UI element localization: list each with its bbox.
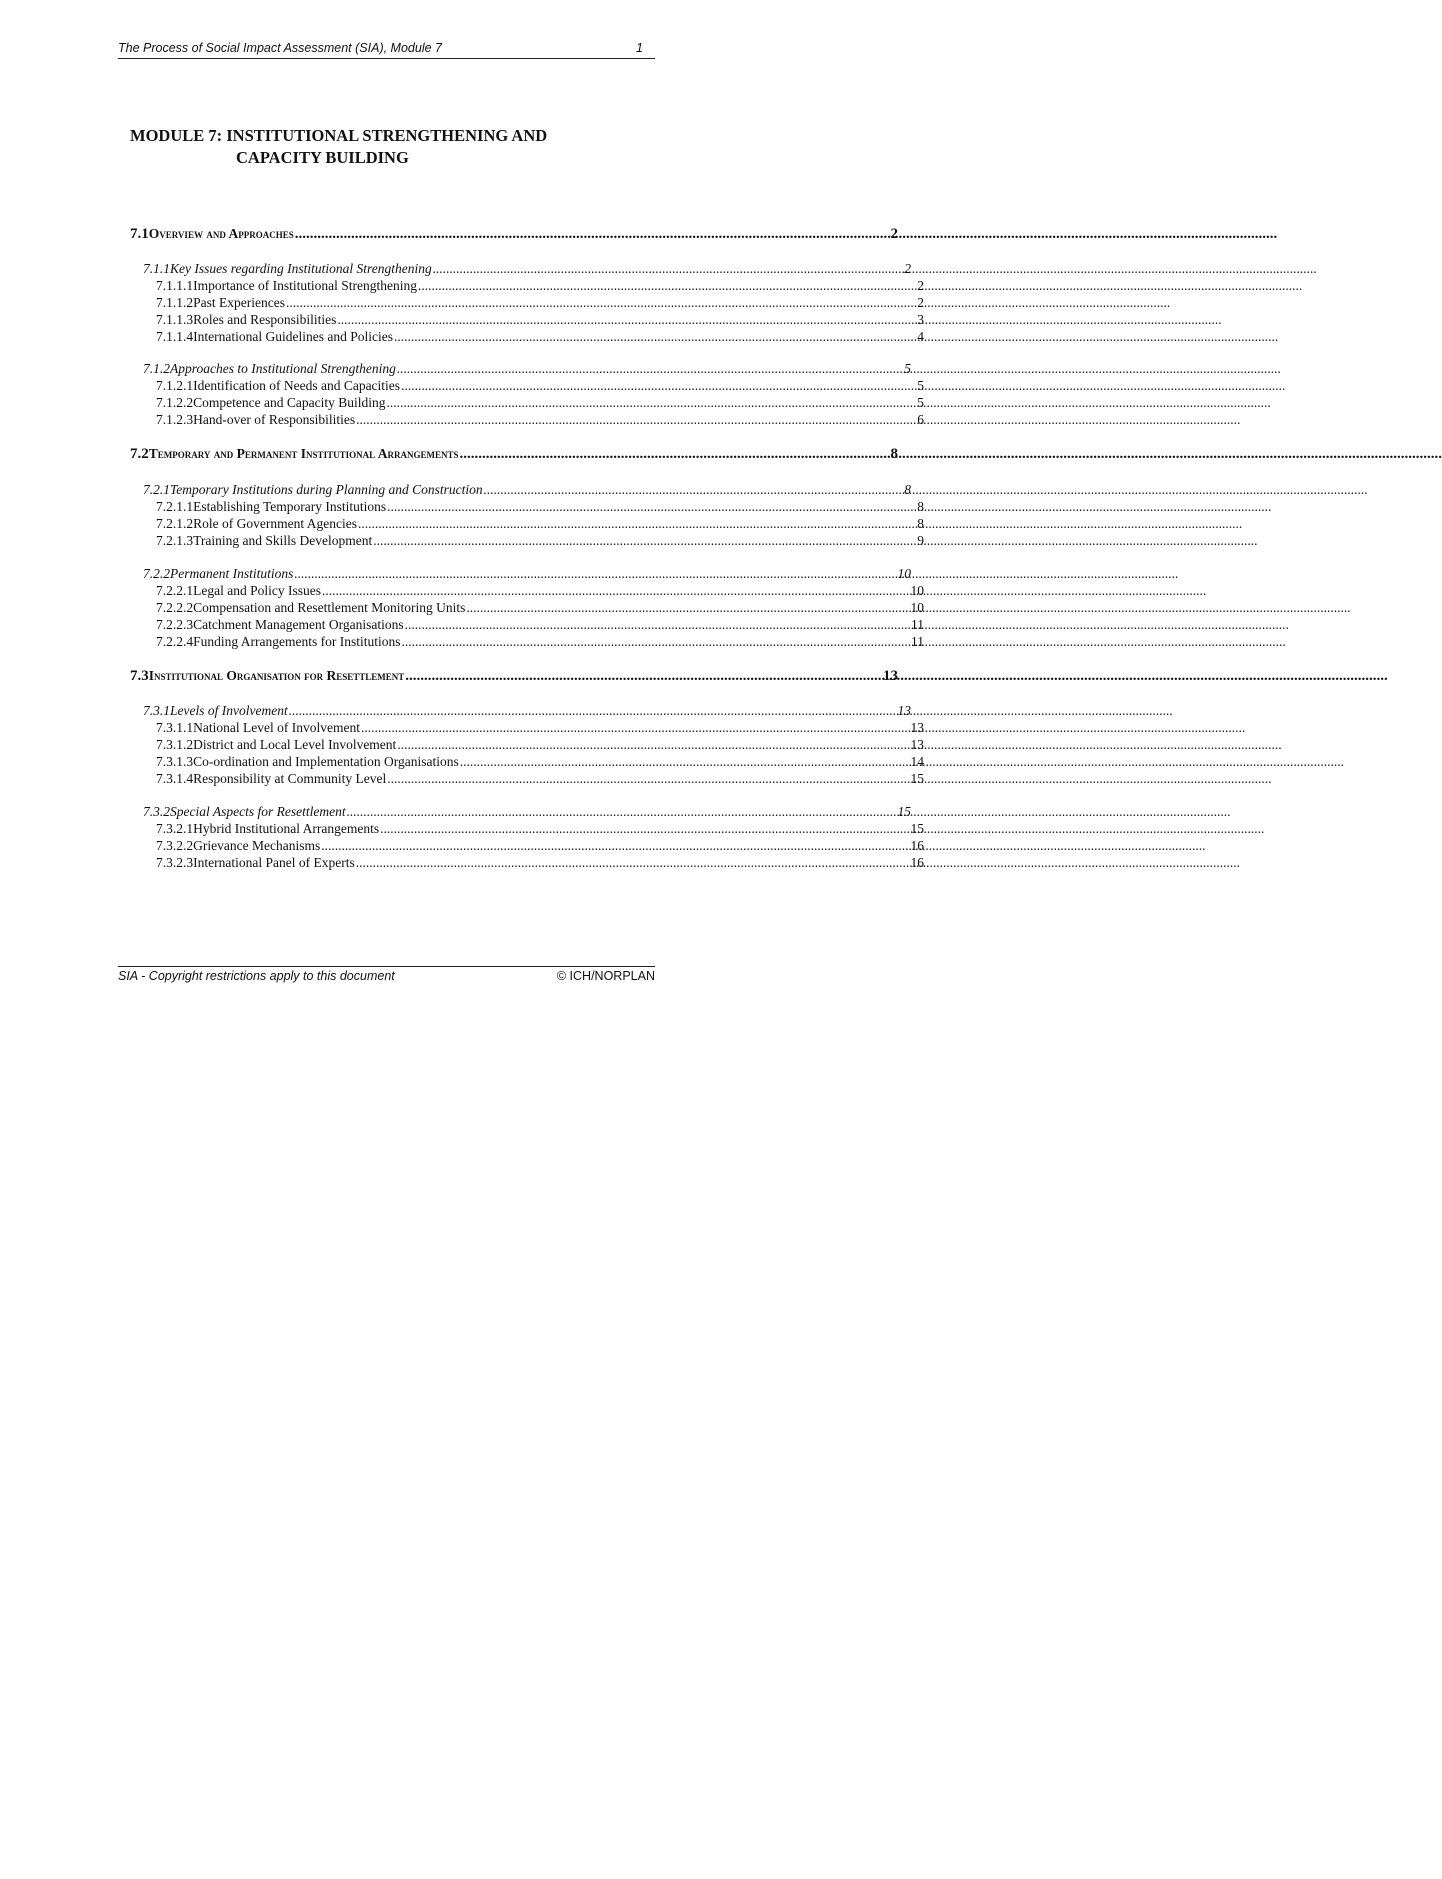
- header-page-number: 1: [636, 41, 643, 55]
- toc-item-7-2-1-3[interactable]: 7.2.1.3 Training and Skills Development ..... 9: [156, 533, 653, 549]
- toc-subsection-7-1-2[interactable]: 7.1.2 Approaches to Institutional Strengthening ..... 5: [143, 361, 653, 377]
- toc-item-7-1-2-2[interactable]: 7.1.2.2 Competence and Capacity Building ..... 5: [156, 395, 653, 411]
- toc-item-7-3-1-3[interactable]: 7.3.1.3 Co-ordination and Implementation Organisations ..... 14: [156, 754, 653, 770]
- module-title-line1: MODULE 7: INSTITUTIONAL STRENGTHENING AND: [130, 126, 548, 145]
- toc-item-7-2-2-2[interactable]: 7.2.2.2 Compensation and Resettlement Monitoring Units ..... 10: [156, 600, 653, 616]
- toc-item-7-1-2-1[interactable]: 7.1.2.1 Identification of Needs and Capacities ..... 5: [156, 378, 653, 394]
- footer-owner: © ICH/NORPLAN: [556, 969, 655, 983]
- toc-subsection-7-1-1[interactable]: 7.1.1 Key Issues regarding Institutional Strengthening ..... 2: [143, 261, 653, 277]
- toc-section-7-1[interactable]: 7.1 Overview and Approaches ..... 2: [130, 226, 653, 243]
- toc-item-7-3-1-4[interactable]: 7.3.1.4 Responsibility at Community Level ..... 15: [156, 771, 653, 787]
- toc-item-7-2-1-1[interactable]: 7.2.1.1 Establishing Temporary Institutions ..... 8: [156, 499, 653, 515]
- page-footer: [118, 966, 655, 985]
- toc-item-7-2-2-3[interactable]: 7.2.2.3 Catchment Management Organisations ..... 11: [156, 617, 653, 633]
- toc-item-7-2-2-1[interactable]: 7.2.2.1 Legal and Policy Issues ..... 10: [156, 583, 653, 599]
- toc-item-7-1-2-3[interactable]: 7.1.2.3 Hand-over of Responsibilities ..... 6: [156, 412, 653, 428]
- module-title: [130, 125, 660, 169]
- toc-item-7-3-1-1[interactable]: 7.3.1.1 National Level of Involvement ..... 13: [156, 720, 653, 736]
- page-header: [118, 40, 655, 59]
- toc-item-7-2-2-4[interactable]: 7.2.2.4 Funding Arrangements for Institutions ..... 11: [156, 634, 653, 650]
- toc-item-7-3-2-3[interactable]: 7.3.2.3 International Panel of Experts ..... 16: [156, 855, 653, 871]
- toc-subsection-7-2-1[interactable]: 7.2.1 Temporary Institutions during Planning and Construction ..... 8: [143, 482, 653, 498]
- toc-item-7-1-1-4[interactable]: 7.1.1.4 International Guidelines and Policies ..... 4: [156, 329, 653, 345]
- footer-copyright-notice: SIA - Copyright restrictions apply to this document: [118, 969, 395, 983]
- toc-item-7-2-1-2[interactable]: 7.2.1.2 Role of Government Agencies ..... 8: [156, 516, 653, 532]
- toc-item-7-3-2-2[interactable]: 7.3.2.2 Grievance Mechanisms ..... 16: [156, 838, 653, 854]
- toc-section-7-2[interactable]: 7.2 Temporary and Permanent Institutional Arrangements ..... 8: [130, 446, 653, 463]
- toc-item-7-3-1-2[interactable]: 7.3.1.2 District and Local Level Involvement ..... 13: [156, 737, 653, 753]
- header-title: The Process of Social Impact Assessment (SIA), Module 7: [118, 41, 442, 55]
- toc-subsection-7-2-2[interactable]: 7.2.2 Permanent Institutions ..... 10: [143, 566, 653, 582]
- module-title-line2: CAPACITY BUILDING: [236, 148, 409, 167]
- toc-item-7-3-2-1[interactable]: 7.3.2.1 Hybrid Institutional Arrangements ..... 15: [156, 821, 653, 837]
- toc-subsection-7-3-1[interactable]: 7.3.1 Levels of Involvement ..... 13: [143, 703, 653, 719]
- toc-item-7-1-1-1[interactable]: 7.1.1.1 Importance of Institutional Strengthening ..... 2: [156, 278, 653, 294]
- document-page: [0, 0, 924, 1024]
- toc-subsection-7-3-2[interactable]: 7.3.2 Special Aspects for Resettlement ..... 15: [143, 804, 653, 820]
- toc-item-7-1-1-2[interactable]: 7.1.1.2 Past Experiences ..... 2: [156, 295, 653, 311]
- toc-item-7-1-1-3[interactable]: 7.1.1.3 Roles and Responsibilities ..... 3: [156, 312, 653, 328]
- toc-section-7-3[interactable]: 7.3 Institutional Organisation for Resettlement ..... 13: [130, 668, 653, 685]
